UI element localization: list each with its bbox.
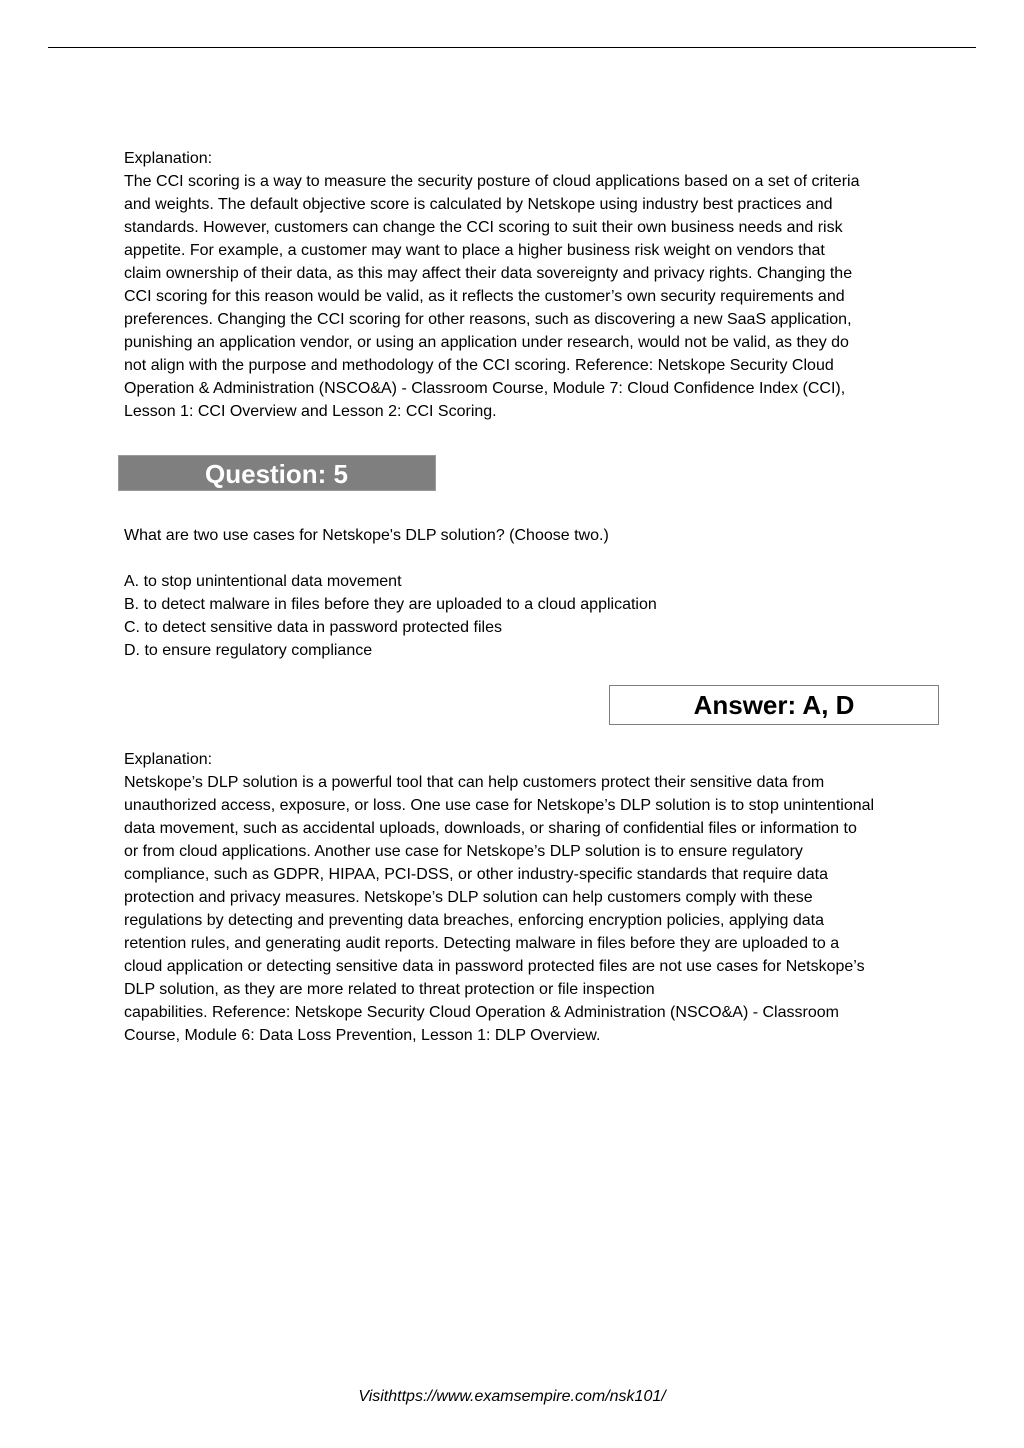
explanation-1-line: claim ownership of their data, as this may affect their data sovereignty and privacy rights. Changing the — [124, 265, 853, 282]
explanation-2-line: regulations by detecting and preventing data breaches, enforcing encryption policies, applying data — [124, 912, 825, 929]
option-d: D. to ensure regulatory compliance — [124, 642, 373, 659]
question-text: What are two use cases for Netskope's DLP solution? (Choose two.) — [124, 527, 609, 544]
explanation-2 — [124, 748, 939, 1047]
explanation-2-line: cloud application or detecting sensitive data in password protected files are not use cases for Netskope’s — [124, 958, 865, 975]
header-rule — [48, 47, 976, 48]
question-text-block — [124, 524, 939, 547]
footer-link[interactable]: Visithttps://www.examsempire.com/nsk101/ — [358, 1388, 666, 1405]
explanation-2-line: or from cloud applications. Another use case for Netskope’s DLP solution is to ensure regulatory — [124, 843, 803, 860]
explanation-2-line: compliance, such as GDPR, HIPAA, PCI-DSS, or other industry-specific standards that require data — [124, 866, 828, 883]
explanation-1-line: The CCI scoring is a way to measure the security posture of cloud applications based on a set of criteria — [124, 173, 860, 190]
answer-options — [124, 570, 939, 662]
explanation-1-line: standards. However, customers can change the CCI scoring to suit their own business needs and risk — [124, 219, 843, 236]
explanation-2-heading: Explanation: — [124, 751, 213, 768]
explanation-2-line: data movement, such as accidental uploads, downloads, or sharing of confidential files or information to — [124, 820, 857, 837]
answer-box — [609, 685, 939, 725]
option-a: A. to stop unintentional data movement — [124, 573, 402, 590]
option-c: C. to detect sensitive data in password protected files — [124, 619, 502, 636]
answer-label: Answer: A, D — [693, 690, 855, 720]
explanation-1-line: not align with the purpose and methodology of the CCI scoring. Reference: Netskope Security Cloud — [124, 357, 834, 374]
explanation-1-line: Operation & Administration (NSCO&A) - Classroom Course, Module 7: Cloud Confidence Index (CCI), — [124, 380, 846, 397]
question-number: Question: 5 — [205, 459, 349, 489]
explanation-1-heading: Explanation: — [124, 150, 213, 167]
question-banner — [118, 455, 436, 491]
explanation-2-line: Course, Module 6: Data Loss Prevention, Lesson 1: DLP Overview. — [124, 1027, 601, 1044]
explanation-1-line: punishing an application vendor, or using an application under research, would not be valid, as they do — [124, 334, 849, 351]
explanation-1 — [124, 147, 939, 423]
explanation-1-line: CCI scoring for this reason would be valid, as it reflects the customer’s own security requirements and — [124, 288, 845, 305]
explanation-2-line: capabilities. Reference: Netskope Security Cloud Operation & Administration (NSCO&A) - Classroom — [124, 1004, 839, 1021]
explanation-1-line: preferences. Changing the CCI scoring for other reasons, such as discovering a new SaaS application, — [124, 311, 852, 328]
explanation-2-line: DLP solution, as they are more related to threat protection or file inspection — [124, 981, 655, 998]
explanation-2-line: unauthorized access, exposure, or loss. One use case for Netskope’s DLP solution is to stop unintentional — [124, 797, 875, 814]
explanation-2-line: retention rules, and generating audit reports. Detecting malware in files before they are uploaded to a — [124, 935, 840, 952]
explanation-1-line: Lesson 1: CCI Overview and Lesson 2: CCI Scoring. — [124, 403, 497, 420]
explanation-1-line: and weights. The default objective score is calculated by Netskope using industry best practices and — [124, 196, 833, 213]
option-b: B. to detect malware in files before they are uploaded to a cloud application — [124, 596, 657, 613]
explanation-2-line: Netskope’s DLP solution is a powerful tool that can help customers protect their sensitive data from — [124, 774, 825, 791]
explanation-2-line: protection and privacy measures. Netskope’s DLP solution can help customers comply with these — [124, 889, 813, 906]
explanation-1-line: appetite. For example, a customer may want to place a higher business risk weight on vendors that — [124, 242, 825, 259]
